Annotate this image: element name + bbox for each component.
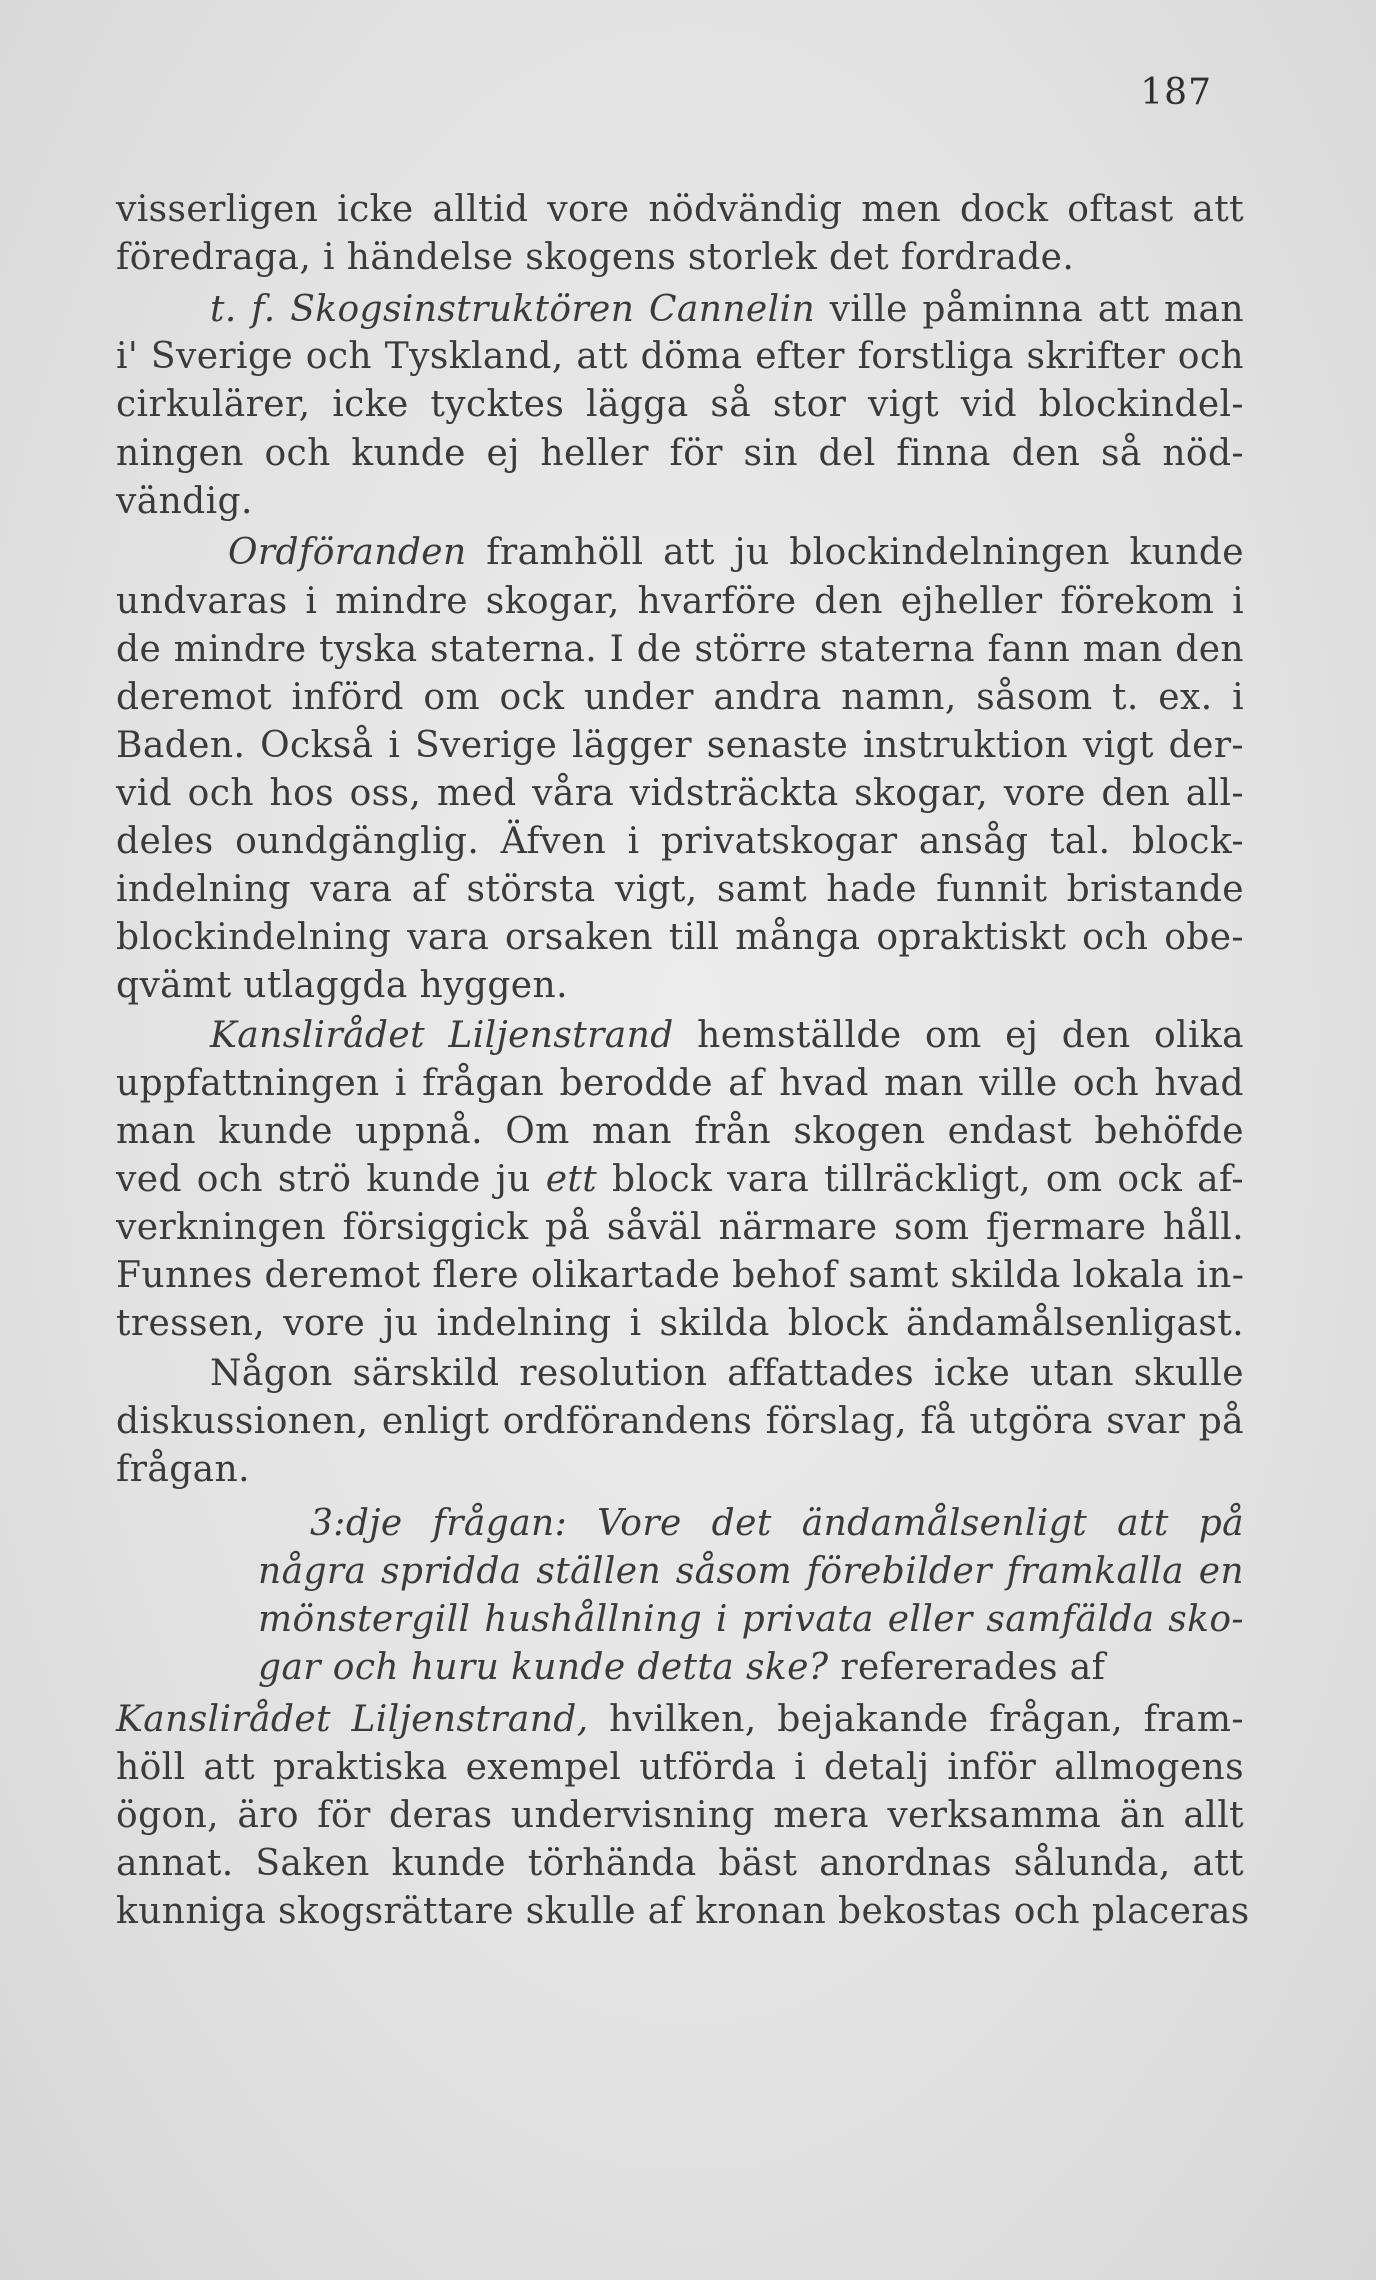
text-line <box>116 1398 1244 1446</box>
text-line <box>310 1500 1244 1548</box>
text-segment: undvaras i mindre skogar, hvarföre den ejheller förekom i <box>116 581 1244 622</box>
text-segment: ved och strö kunde ju <box>116 1159 546 1200</box>
text-segment: vändig. <box>116 481 253 522</box>
text-line <box>116 186 1244 234</box>
italic-text: t. f. Skogsinstruktören Cannelin <box>210 289 816 330</box>
text-segment: ningen och kunde ej heller för sin del finna den så nöd- <box>116 433 1244 474</box>
text-segment: de mindre tyska staterna. I de större staterna fann man den <box>116 629 1244 670</box>
text-segment: refererades af <box>828 1647 1106 1688</box>
text-segment: deles oundgänglig. Äfven i privatskogar ansåg tal. block- <box>116 821 1244 862</box>
text-segment: kunniga skogsrättare skulle af kronan bekostas och placeras <box>116 1891 1250 1932</box>
text-line <box>116 1792 1244 1840</box>
text-segment: föredraga, i händelse skogens storlek det fordrade. <box>116 237 1075 278</box>
text-line <box>210 286 1244 334</box>
text-line <box>116 1888 1250 1936</box>
text-line <box>116 381 1244 429</box>
italic-text: Kanslirådet Liljenstrand <box>210 1015 674 1056</box>
italic-text: Kanslirådet Liljenstrand, <box>116 1699 589 1740</box>
italic-text: några spridda ställen såsom förebilder framkalla en <box>258 1551 1244 1592</box>
text-line <box>116 1840 1244 1888</box>
text-line <box>228 529 1244 577</box>
text-segment: uppfattningen i frågan berodde af hvad man ville och hvad <box>116 1063 1244 1104</box>
text-line <box>116 674 1244 722</box>
text-segment: i' Sverige och Tyskland, att döma efter forstliga skrifter och <box>116 336 1244 377</box>
text-segment: vid och hos oss, med våra vidsträckta skogar, vore den all- <box>116 773 1244 814</box>
text-line <box>116 1252 1244 1300</box>
text-segment: Funnes deremot flere olikartade behof samt skilda lokala in- <box>116 1255 1245 1296</box>
text-line <box>116 722 1244 770</box>
text-line <box>116 1696 1244 1744</box>
text-line <box>116 1744 1244 1792</box>
text-segment: hemställde om ej den olika <box>673 1015 1244 1056</box>
text-line <box>116 1300 1244 1348</box>
text-segment: qvämt utlaggda hyggen. <box>116 965 568 1006</box>
text-segment: verkningen försiggick på såväl närmare som fjermare håll. <box>116 1207 1244 1248</box>
text-line <box>116 962 1244 1010</box>
text-segment: man kunde uppnå. Om man från skogen endast behöfde <box>116 1111 1244 1152</box>
text-segment: framhöll att ju blockindelningen kunde <box>466 532 1244 573</box>
text-line <box>258 1644 1244 1692</box>
italic-text: 3:dje frågan: Vore det ändamålsenligt att på <box>310 1503 1244 1544</box>
text-segment: höll att praktiska exempel utförda i detalj inför allmogens <box>116 1747 1244 1788</box>
text-segment: hvilken, bejakande frågan, fram- <box>588 1699 1244 1740</box>
italic-text: Ordföranden <box>228 532 467 573</box>
text-segment: tressen, vore ju indelning i skilda block ändamålsenligast. <box>116 1303 1244 1344</box>
text-segment: ville påminna att man <box>815 289 1244 330</box>
text-line <box>116 578 1244 626</box>
text-segment: indelning vara af största vigt, samt hade funnit bristande <box>116 869 1244 910</box>
text-segment: ögon, äro för deras undervisning mera verksamma än allt <box>116 1795 1244 1836</box>
text-line <box>116 770 1244 818</box>
text-line <box>116 626 1244 674</box>
text-line <box>116 914 1244 962</box>
text-line <box>116 866 1244 914</box>
text-line <box>116 1156 1244 1204</box>
text-segment: visserligen icke alltid vore nödvändig men dock oftast att <box>116 189 1244 230</box>
text-segment: cirkulärer, icke tycktes lägga så stor vigt vid blockindel- <box>116 384 1244 425</box>
text-line <box>210 1012 1244 1060</box>
text-segment: frågan. <box>116 1449 250 1490</box>
text-line <box>116 430 1244 478</box>
text-segment: deremot införd om ock under andra namn, såsom t. ex. i <box>116 677 1244 718</box>
italic-text: mönstergill hushållning i privata eller samfälda sko- <box>258 1599 1244 1640</box>
text-line <box>116 333 1244 381</box>
text-line <box>116 818 1244 866</box>
text-line <box>116 1108 1244 1156</box>
text-line <box>116 234 1244 282</box>
text-line <box>258 1596 1244 1644</box>
text-segment: Någon särskild resolution affattades icke utan skulle <box>210 1353 1244 1394</box>
text-line <box>258 1548 1244 1596</box>
text-segment: annat. Saken kunde törhända bäst anordnas sålunda, att <box>116 1843 1244 1884</box>
text-line <box>116 1204 1244 1252</box>
text-line <box>116 478 1244 526</box>
text-line <box>210 1350 1244 1398</box>
text-line <box>116 1446 1244 1494</box>
text-segment: block vara tillräckligt, om ock af- <box>597 1159 1244 1200</box>
italic-text: ett <box>545 1159 598 1200</box>
italic-text: gar och huru kunde detta ske? <box>258 1647 829 1688</box>
text-segment: diskussionen, enligt ordförandens förslag, få utgöra svar på <box>116 1401 1244 1442</box>
text-segment: Baden. Också i Sverige lägger senaste instruktion vigt der- <box>116 725 1244 766</box>
text-line <box>116 1060 1244 1108</box>
text-segment: blockindelning vara orsaken till många opraktiskt och obe- <box>116 917 1244 958</box>
page-number: 187 <box>1140 72 1212 113</box>
